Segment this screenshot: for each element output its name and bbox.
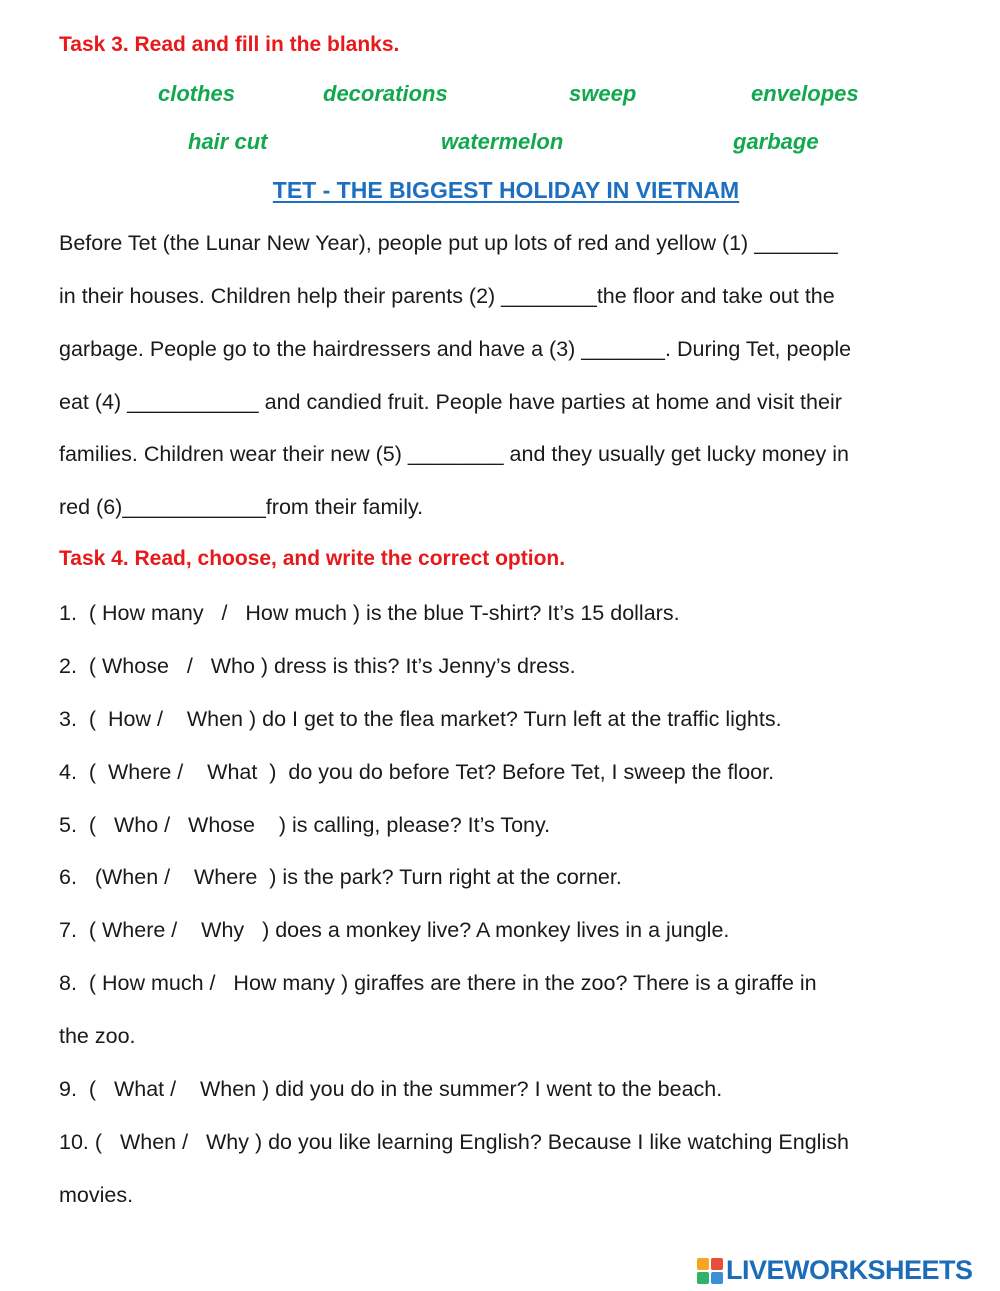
logo-block xyxy=(697,1258,709,1270)
question-line: 3. ( How / When ) do I get to the flea market? Turn left at the traffic lights. xyxy=(59,707,782,731)
task4-title: Task 4. Read, choose, and write the correct option. xyxy=(59,547,566,570)
logo-block xyxy=(697,1272,709,1284)
question-line: 8. ( How much / How many ) giraffes are there in the zoo? There is a giraffe in xyxy=(59,971,817,995)
word-bank-item: garbage xyxy=(733,129,819,154)
question-line: 9. ( What / When ) did you do in the summer? I went to the beach. xyxy=(59,1077,723,1101)
question-line: 6. (When / Where ) is the park? Turn right at the corner. xyxy=(59,865,622,889)
passage-title xyxy=(0,177,1000,204)
logo-text: LIVEWORKSHEETS xyxy=(726,1255,973,1285)
question-line: 10. ( When / Why ) do you like learning English? Because I like watching English xyxy=(59,1130,849,1154)
passage-line: in their houses. Children help their parents (2) ________the floor and take out the xyxy=(59,284,835,308)
word-bank-item: clothes xyxy=(158,81,236,106)
passage-line: red (6)____________from their family. xyxy=(59,495,424,519)
word-bank-item: decorations xyxy=(323,81,448,106)
liveworksheets-logo xyxy=(697,1255,973,1286)
passage-line: families. Children wear their new (5) ________ and they usually get lucky money in xyxy=(59,442,849,466)
question-line: 7. ( Where / Why ) does a monkey live? A monkey lives in a jungle. xyxy=(59,918,730,942)
task3-title: Task 3. Read and fill in the blanks. xyxy=(59,33,400,56)
word-bank-item: sweep xyxy=(569,81,637,106)
passage-line: eat (4) ___________ and candied fruit. People have parties at home and visit their xyxy=(59,390,842,414)
question-line: 5. ( Who / Whose ) is calling, please? It’s Tony. xyxy=(59,813,551,837)
question-line: 4. ( Where / What ) do you do before Tet? Before Tet, I sweep the floor. xyxy=(59,760,775,784)
question-line: 1. ( How many / How much ) is the blue T-shirt? It’s 15 dollars. xyxy=(59,601,680,625)
passage-line: Before Tet (the Lunar New Year), people put up lots of red and yellow (1) _______ xyxy=(59,231,838,255)
logo-blocks-icon xyxy=(697,1258,723,1284)
question-line: the zoo. xyxy=(59,1024,136,1048)
logo-block xyxy=(711,1258,723,1270)
passage-title-text: TET - THE BIGGEST HOLIDAY IN VIETNAM xyxy=(272,177,740,203)
word-bank-item: watermelon xyxy=(441,129,564,154)
passage-line: garbage. People go to the hairdressers and have a (3) _______. During Tet, people xyxy=(59,337,852,361)
question-line: movies. xyxy=(59,1183,134,1207)
word-bank-item: hair cut xyxy=(188,129,268,154)
logo-block xyxy=(711,1272,723,1284)
word-bank-item: envelopes xyxy=(751,81,859,106)
question-line: 2. ( Whose / Who ) dress is this? It’s Jenny’s dress. xyxy=(59,654,576,678)
